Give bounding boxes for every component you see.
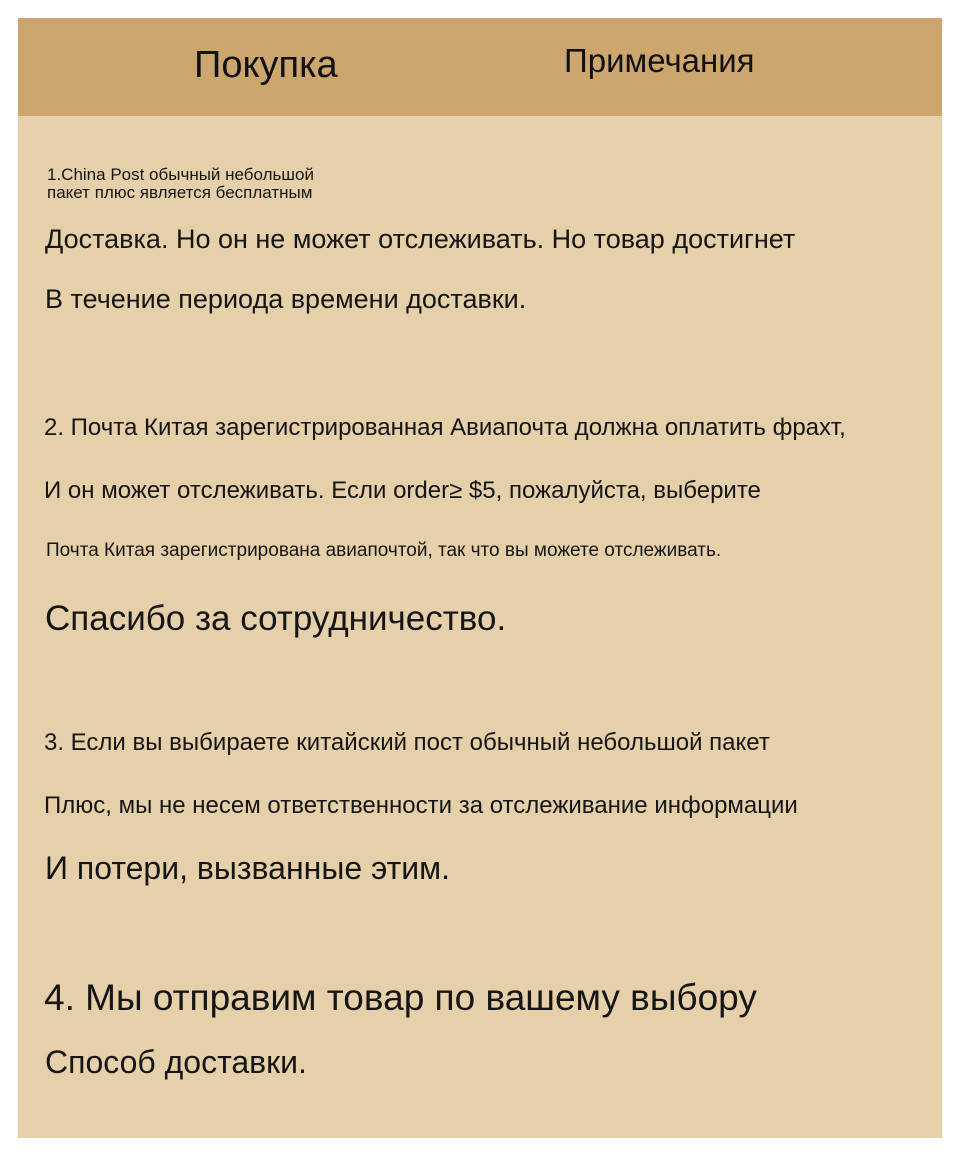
section-2-line-2: И он может отслеживать. Если order≥ $5, пожалуйста, выберите: [44, 477, 761, 504]
section-1-line-4: В течение периода времени доставки.: [45, 284, 527, 314]
section-1-line-2: пакет плюс является бесплатным: [47, 183, 313, 202]
notes-header: [18, 18, 942, 116]
section-1-line-1: 1.China Post обычный небольшой: [47, 165, 314, 184]
section-3-line-3: И потери, вызванные этим.: [45, 850, 451, 886]
tab-notes[interactable]: Примечания: [564, 42, 755, 79]
section-3-line-1: 3. Если вы выбираете китайский пост обычный небольшой пакет: [44, 729, 770, 756]
section-4-line-1: 4. Мы отправим товар по вашему выбору: [44, 977, 757, 1018]
shipping-notes-card: [18, 18, 942, 1138]
section-2-line-3: Почта Китая зарегистрирована авиапочтой, так что вы можете отслеживать.: [46, 540, 722, 561]
tab-purchase[interactable]: Покупка: [194, 44, 338, 86]
notes-content: [18, 116, 942, 1138]
section-2-line-1: 2. Почта Китая зарегистрированная Авиапочта должна оплатить фрахт,: [44, 414, 846, 441]
section-2-line-4: Спасибо за сотрудничество.: [45, 599, 507, 638]
section-4-line-2: Способ доставки.: [45, 1044, 307, 1080]
section-3-line-2: Плюс, мы не несем ответственности за отслеживание информации: [44, 792, 798, 819]
section-1-line-3: Доставка. Но он не может отслеживать. Но товар достигнет: [45, 224, 796, 254]
